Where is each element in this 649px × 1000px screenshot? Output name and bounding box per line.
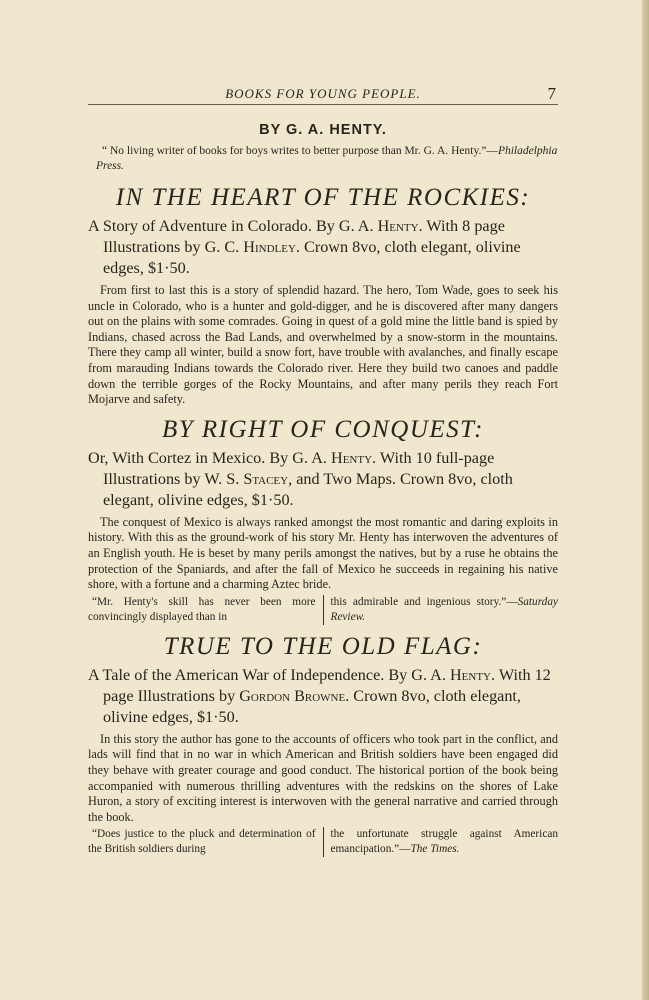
review-source: The Times. [410, 843, 460, 856]
book-entry-rockies [88, 184, 558, 408]
book-desc-text: , and Two Maps. Crown 8vo, cloth elegant, olivine edges, $1·50. [103, 469, 513, 509]
book-synopsis: From first to last this is a story of splendid hazard. The hero, Tom Wade, goes to seek his uncle in Colorado, who is a hunter and gold-digger, and he is discovered after many dangers out on the plains with some comrades. Going in quest of a gold mine the little band is spied by Indians, chased across the Bad Lands, and overwhelmed by a snow-storm in the mountains. There they camp all winter, build a snow fort, have trouble with avalanches, and finally escape from marauding Indians towards the Colorado river. Here they build two canoes and paddle down the terrible gorges of the Rocky Mountains, and after many perils they reach Fort Mojarve and safety. [88, 283, 558, 407]
book-illustrator-name: Hindley [243, 238, 296, 256]
book-description [88, 216, 558, 279]
review-left-column: “Mr. Henty's skill has never been more convincingly displayed than in [88, 595, 324, 625]
book-illustrator-name: Gordon Browne [239, 686, 346, 705]
book-author-name: Henty [449, 665, 492, 684]
book-entry-old-flag [88, 633, 558, 858]
book-author-name: Henty [331, 448, 373, 467]
book-synopsis: In this story the author has gone to the accounts of officers who took part in the conflict, and lads will find that in no war in which American and British soldiers have been engaged did they behave with greater courage and good conduct. The historical portion of the book being accompanied with numerous thrilling adventures with the redskins on the shores of Lake Huron, a story of exciting interest is interwoven with the general narrative and carried through the book. [88, 731, 558, 824]
book-title: TRUE TO THE OLD FLAG: [163, 632, 483, 660]
review-text: the unfortunate struggle against American emancipation.”— [330, 828, 558, 856]
press-review [88, 595, 558, 625]
book-entry-conquest [88, 416, 558, 625]
page-edge-shadow [642, 0, 649, 1000]
book-desc-text: A Story of Adventure in Colorado. By G. A. [88, 217, 378, 235]
book-desc-text: Or, With Cortez in Mexico. By G. A. [88, 448, 331, 467]
book-title: IN THE HEART OF THE ROCKIES: [115, 184, 531, 211]
book-desc-text: . With 8 page Illustrations by G. C. [103, 217, 505, 256]
review-text: this admirable and ingenious story.”— [330, 595, 518, 608]
author-quote-text: “ No living writer of books for boys writes to better purpose than Mr. G. A. Henty.”— [102, 145, 498, 157]
press-review [88, 827, 558, 857]
book-illustrator-name: Stacey [243, 469, 289, 488]
book-title: BY RIGHT OF CONQUEST: [161, 415, 485, 443]
header-rule [88, 104, 558, 105]
book-desc-text: . With 12 page Illustrations by [103, 665, 551, 705]
running-head [90, 84, 556, 102]
book-desc-text: A Tale of the American War of Independence. By G. A. [88, 665, 450, 684]
running-title: BOOKS FOR YOUNG PEOPLE. [225, 86, 421, 101]
page-content [88, 122, 558, 857]
book-synopsis: The conquest of Mexico is always ranked amongst the most romantic and daring exploits in history. With this as the ground-work of his story Mr. Henty has interwoven the adventures of an English youth. He is beset by many perils amongst the natives, but by a ruse he obtains the protection of the Spaniards, and after the fall of Mexico he succeeds in regaining his native shore, with a fortune and a charming Aztec bride. [88, 514, 558, 592]
book-description [88, 448, 558, 511]
book-desc-text: . With 10 full-page Illustrations by W. S. [103, 448, 495, 488]
review-right-column [324, 827, 559, 857]
book-description [88, 665, 558, 728]
author-quote-source: Philadelphia Press. [96, 145, 558, 172]
review-right-column [324, 595, 559, 625]
review-source: Saturday Review. [330, 595, 558, 623]
book-desc-text: . Crown 8vo, cloth elegant, olivine edges, $1·50. [103, 238, 521, 277]
author-quote [96, 144, 558, 174]
book-desc-text: . Crown 8vo, cloth elegant, olivine edges, $1·50. [103, 686, 521, 726]
review-left-column: “Does justice to the pluck and determination of the British soldiers during [88, 827, 324, 857]
author-heading: BY G. A. HENTY. [259, 122, 387, 138]
page-number: 7 [547, 84, 556, 103]
book-author-name: Henty [377, 217, 419, 235]
